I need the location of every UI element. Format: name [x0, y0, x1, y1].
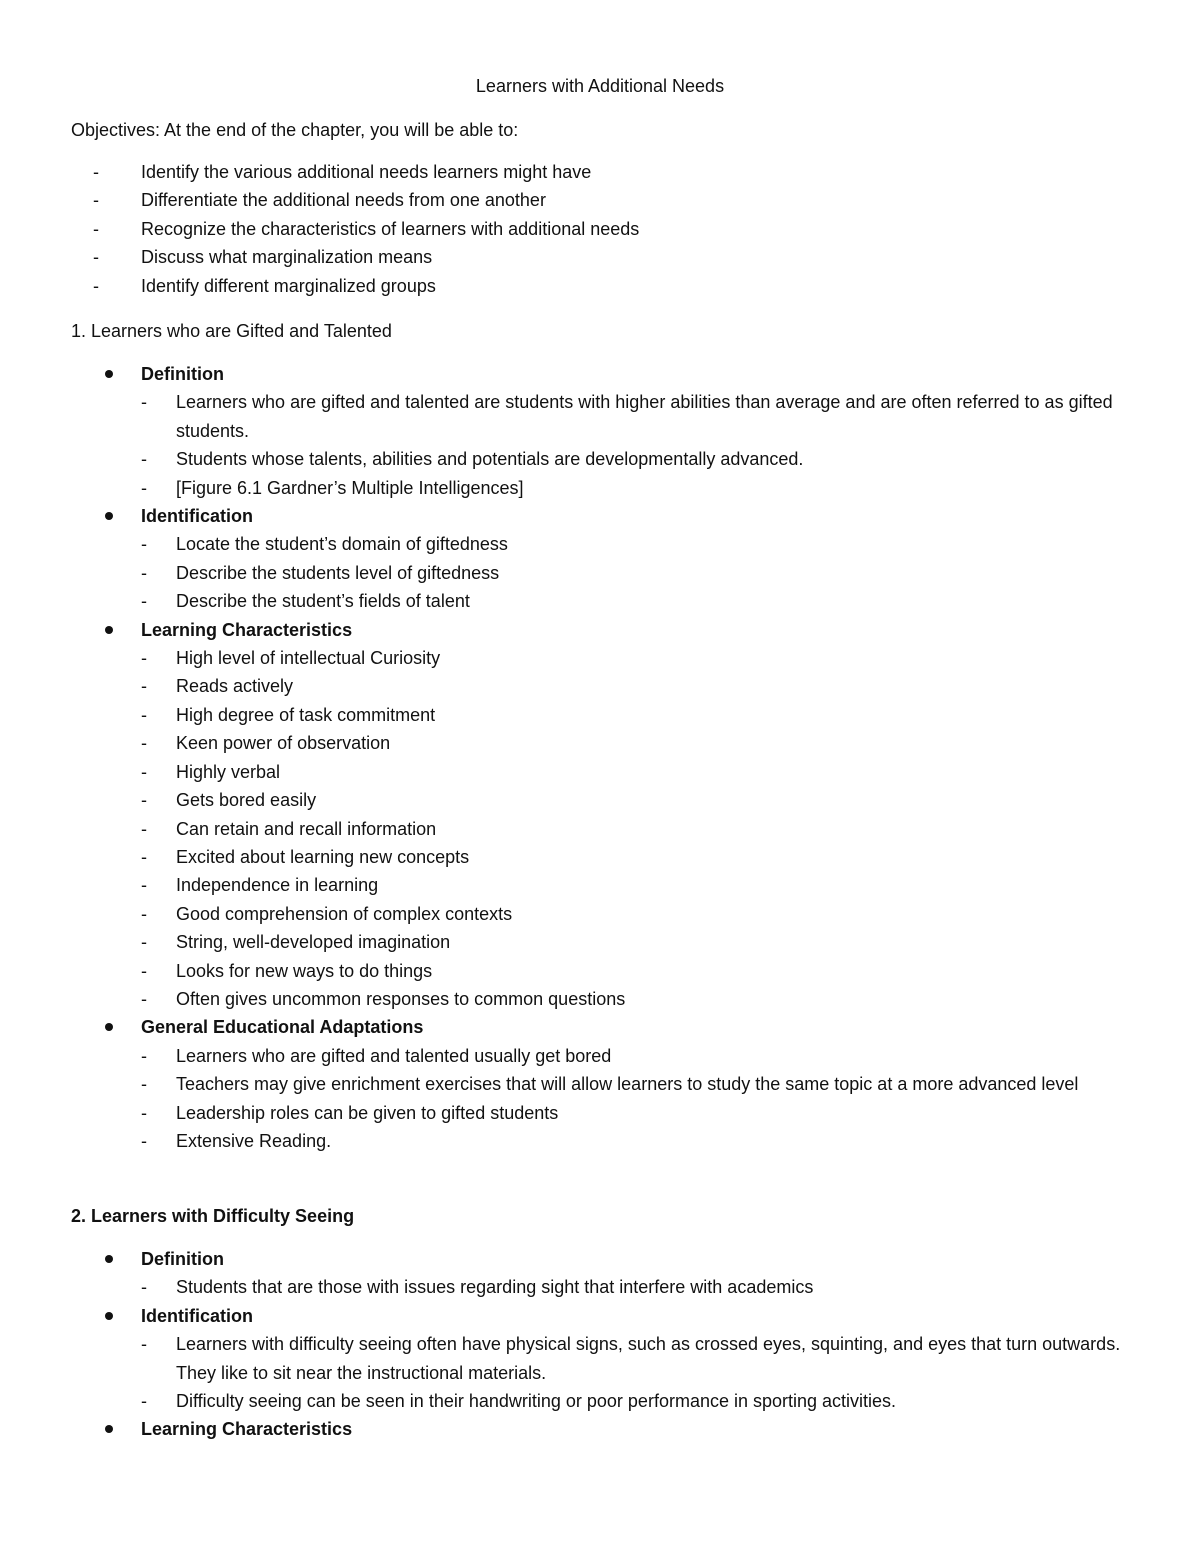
list-item-text: Can retain and recall information: [176, 818, 437, 839]
list-item: [0, 1387, 1130, 1415]
list-item-text: Reads actively: [176, 676, 294, 697]
objective-text: Discuss what marginalization means: [141, 247, 433, 268]
dash-marker: -: [141, 903, 147, 924]
identification-list: [0, 530, 1130, 615]
list-item: [0, 644, 1130, 672]
objective-text: Differentiate the additional needs from one another: [141, 190, 546, 211]
list-item: [0, 1042, 1130, 1070]
list-item-text: Looks for new ways to do things: [176, 960, 433, 981]
list-item: [0, 445, 1130, 473]
list-item-text: Students that are those with issues regarding sight that interfere with academics: [176, 1277, 814, 1298]
bullet-dot-icon: [105, 626, 113, 634]
dash-marker: -: [141, 818, 147, 839]
list-item: [0, 871, 1130, 899]
list-item-text: Describe the student’s fields of talent: [176, 591, 470, 612]
objective-item: [71, 272, 639, 300]
objective-text: Identify the various additional needs learners might have: [141, 162, 592, 182]
dash-marker: -: [93, 162, 99, 182]
dash-marker: -: [93, 190, 99, 211]
dash-marker: -: [141, 477, 147, 498]
bullet-dot-icon: [105, 1255, 113, 1263]
list-item: [0, 1273, 1130, 1301]
dash-marker: -: [141, 875, 147, 896]
list-item: [0, 672, 1130, 700]
list-item-text: Difficulty seeing can be seen in their handwriting or poor performance in sporting activities.: [176, 1391, 897, 1412]
list-item: [0, 388, 1130, 445]
dash-marker: -: [141, 562, 147, 583]
dash-marker: -: [141, 1277, 147, 1298]
dash-marker: -: [141, 449, 147, 470]
objective-item: [71, 158, 639, 186]
bullet-dot-icon: [105, 370, 113, 378]
dash-marker: -: [93, 275, 99, 296]
list-item: [0, 900, 1130, 928]
list-item-text: High degree of task commitment: [176, 704, 436, 725]
list-item-text: Independence in learning: [176, 875, 379, 896]
objectives-heading: Objectives: At the end of the chapter, you will be able to:: [71, 120, 519, 140]
list-item-text: Describe the students level of giftedness: [176, 562, 500, 583]
list-item: [0, 1070, 1130, 1098]
list-item: [0, 1099, 1130, 1127]
section-seeing-bullets: [0, 1245, 1130, 1444]
dash-marker: -: [141, 392, 147, 413]
dash-marker: -: [141, 1074, 147, 1095]
list-item-text: Learners who are gifted and talented usually get bored: [176, 1045, 612, 1066]
list-item-text: Learners with difficulty seeing often have physical signs, such as crossed eyes, squinting, and eyes that turn outwards. They like to sit near the instructional materials.: [176, 1334, 1121, 1383]
dash-marker: -: [141, 676, 147, 697]
bullet-dot-icon: [105, 512, 113, 520]
dash-marker: -: [141, 988, 147, 1009]
list-item: [0, 1330, 1130, 1387]
dash-marker: -: [141, 846, 147, 867]
dash-marker: -: [141, 704, 147, 725]
list-item-text: High level of intellectual Curiosity: [176, 648, 441, 669]
list-item: [0, 729, 1130, 757]
section-gifted-bullets: [0, 360, 1130, 1155]
dash-marker: -: [93, 218, 99, 239]
list-item: [0, 701, 1130, 729]
dash-marker: -: [141, 591, 147, 612]
list-item: [0, 559, 1130, 587]
list-item-text: Extensive Reading.: [176, 1130, 332, 1151]
dash-marker: -: [141, 648, 147, 669]
objective-item: [71, 215, 639, 243]
bullet-label: Definition: [141, 1249, 224, 1269]
dash-marker: -: [141, 1391, 147, 1412]
list-item: [0, 587, 1130, 615]
list-item-text: Good comprehension of complex contexts: [176, 903, 513, 924]
dash-marker: -: [141, 733, 147, 754]
dash-marker: -: [141, 1130, 147, 1151]
dash-marker: -: [141, 790, 147, 811]
list-item: [0, 815, 1130, 843]
objectives-list: [71, 158, 639, 300]
dash-marker: -: [141, 1045, 147, 1066]
list-item: [0, 957, 1130, 985]
dash-marker: -: [141, 1334, 147, 1355]
objective-item: [71, 243, 639, 271]
bullet-label: Identification: [141, 1305, 253, 1326]
definition-list: [0, 1273, 1130, 1301]
dash-marker: -: [141, 534, 147, 555]
list-item-text: Excited about learning new concepts: [176, 846, 470, 867]
bullet-learning-characteristics: [0, 1415, 1130, 1443]
list-item-text: Teachers may give enrichment exercises that will allow learners to study the same topic at a more advanced level: [176, 1074, 1079, 1095]
section-heading-gifted: 1. Learners who are Gifted and Talented: [71, 321, 392, 341]
bullet-dot-icon: [105, 1312, 113, 1320]
list-item: [0, 530, 1130, 558]
adaptations-list: [0, 1042, 1130, 1156]
bullet-definition: [0, 1245, 1130, 1302]
bullet-dot-icon: [105, 1023, 113, 1031]
objective-text: Recognize the characteristics of learners with additional needs: [141, 218, 640, 239]
list-item-text: String, well-developed imagination: [176, 932, 451, 953]
list-item: [0, 843, 1130, 871]
list-item-text: Leadership roles can be given to gifted students: [176, 1102, 559, 1123]
bullet-definition: [0, 360, 1130, 502]
list-item: [0, 758, 1130, 786]
list-item-text: Learners who are gifted and talented are students with higher abilities than average and are often referred to as gifted students.: [176, 392, 1113, 441]
list-item-text: Students whose talents, abilities and potentials are developmentally advanced.: [176, 449, 804, 470]
bullet-identification: [0, 1302, 1130, 1416]
bullet-educational-adaptations: [0, 1013, 1130, 1155]
list-item: [0, 474, 1130, 502]
dash-marker: -: [141, 1102, 147, 1123]
bullet-identification: [0, 502, 1130, 616]
dash-marker: -: [141, 932, 147, 953]
bullet-label: Definition: [141, 364, 224, 384]
bullet-label: Identification: [141, 506, 253, 527]
section-heading-difficulty-seeing: 2. Learners with Difficulty Seeing: [71, 1206, 355, 1226]
bullet-dot-icon: [105, 1425, 113, 1433]
dash-marker: -: [141, 960, 147, 981]
bullet-label: Learning Characteristics: [141, 619, 353, 640]
list-item: [0, 928, 1130, 956]
list-item: [0, 1127, 1130, 1155]
identification-list: [0, 1330, 1130, 1415]
learning-characteristics-list: [0, 644, 1130, 1013]
dash-marker: -: [141, 761, 147, 782]
bullet-learning-characteristics: [0, 616, 1130, 1014]
objective-text: Identify different marginalized groups: [141, 275, 436, 296]
list-item: [0, 985, 1130, 1013]
bullet-label: General Educational Adaptations: [141, 1017, 424, 1038]
definition-list: [0, 388, 1130, 502]
list-item-text: Locate the student’s domain of giftedness: [176, 534, 508, 555]
list-item-text: [Figure 6.1 Gardner’s Multiple Intelligences]: [176, 477, 524, 498]
document-title: Learners with Additional Needs: [475, 76, 725, 96]
list-item-text: Gets bored easily: [176, 790, 317, 811]
list-item-text: Highly verbal: [176, 761, 281, 782]
bullet-label: Learning Characteristics: [141, 1419, 353, 1440]
dash-marker: -: [93, 247, 99, 268]
list-item: [0, 786, 1130, 814]
list-item-text: Keen power of observation: [176, 733, 391, 754]
objective-item: [71, 186, 639, 214]
list-item-text: Often gives uncommon responses to common questions: [176, 988, 626, 1009]
